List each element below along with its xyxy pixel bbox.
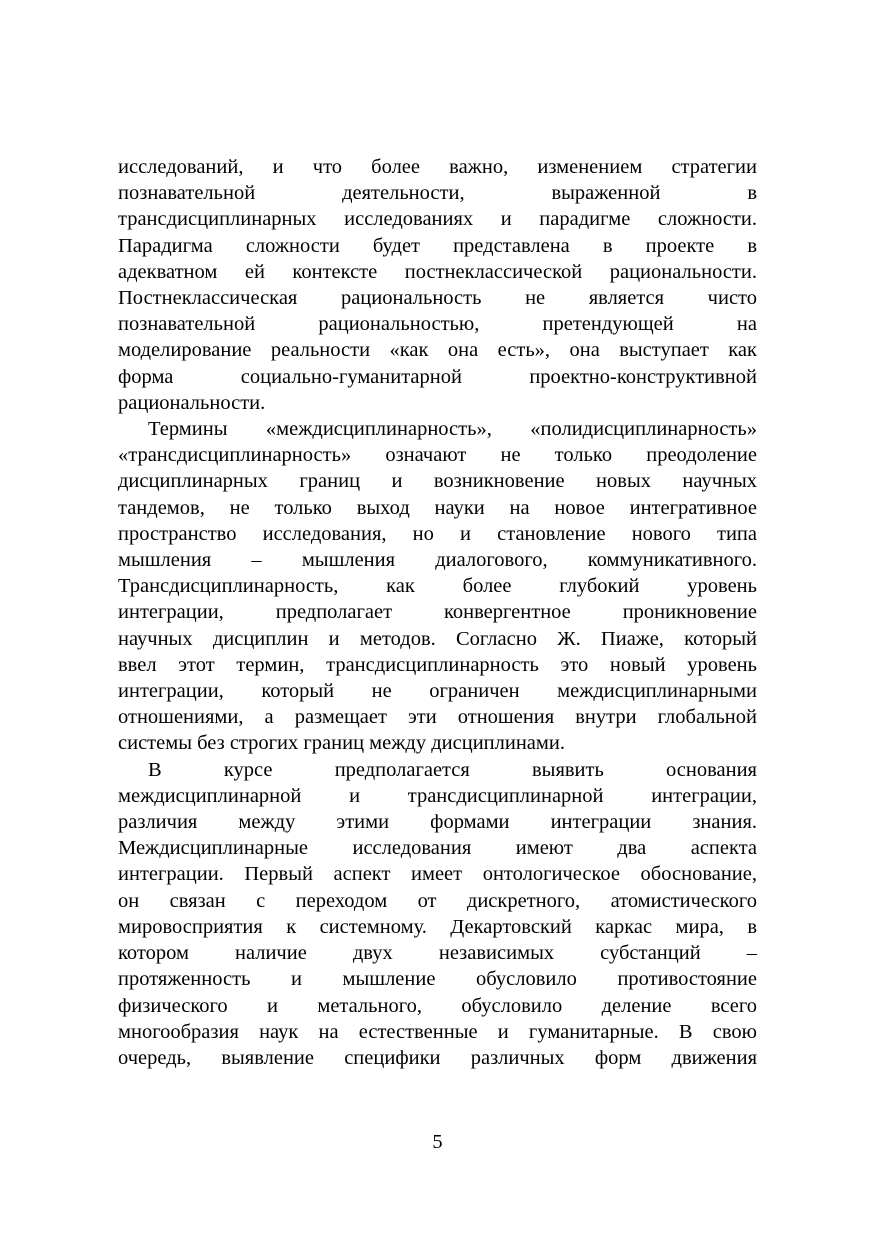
text-line: тандемов, не только выход науки на новое интегративное (118, 496, 757, 519)
text-line: дисциплинарных границ и возникновение новых научных (118, 470, 757, 493)
text-line: физического и метального, обусловило деление всего (118, 994, 757, 1017)
text-line: научных дисциплин и методов. Согласно Ж. Пиаже, который (118, 627, 757, 650)
text-line: различия между этими формами интеграции знания. (118, 811, 757, 834)
text-line: протяженность и мышление обусловило противостояние (118, 968, 757, 991)
page-number: 5 (432, 1131, 443, 1153)
text-line: В курсе предполагается выявить основания (148, 758, 757, 781)
text-line: Парадигма сложности будет представлена в проекте в (118, 234, 757, 257)
text-line: интеграции, который не ограничен междисциплинарными (118, 680, 757, 703)
text-line: многообразия наук на естественные и гуманитарные. В свою (118, 1020, 757, 1043)
text-line: Трансдисциплинарность, как более глубокий уровень (118, 575, 757, 598)
text-line: «трансдисциплинарность» означают не только преодоление (118, 444, 757, 467)
text-line: моделирование реальности «как она есть», она выступает как (118, 339, 757, 362)
text-line: адекватном ей контексте постнеклассической рациональности. (118, 260, 757, 283)
text-line: мировосприятия к системному. Декартовский каркас мира, в (118, 915, 757, 938)
text-line: Междисциплинарные исследования имеют два аспекта (118, 837, 757, 860)
text-line: интеграции. Первый аспект имеет онтологическое обоснование, (118, 863, 757, 886)
text-line: очередь, выявление специфики различных форм движения (118, 1046, 757, 1069)
text-line: познавательной рациональностью, претендующей на (118, 313, 757, 336)
text-line: пространство исследования, но и становление нового типа (118, 522, 757, 545)
text-line: ввел этот термин, трансдисциплинарность это новый уровень (118, 653, 757, 676)
text-line: Постнеклассическая рациональность не является чисто (118, 287, 757, 310)
text-line: отношениями, а размещает эти отношения внутри глобальной (118, 706, 757, 729)
text-line: котором наличие двух независимых субстанций – (118, 942, 757, 965)
text-line: Термины «междисциплинарность», «полидисциплинарность» (148, 418, 757, 441)
text-line: исследований, и что более важно, изменением стратегии (118, 156, 757, 178)
paragraph-1 (118, 154, 757, 416)
text-line: мышления – мышления диалогового, коммуникативного. (118, 549, 757, 572)
paragraph-3 (118, 757, 757, 1071)
paragraph-2 (118, 416, 757, 757)
body-text (118, 154, 757, 1071)
text-line: системы без строгих границ между дисциплинами. (118, 732, 565, 755)
text-line: он связан с переходом от дискретного, атомистического (118, 889, 757, 912)
text-line: трансдисциплинарных исследованиях и парадигме сложности. (118, 208, 757, 231)
text-line: междисциплинарной и трансдисциплинарной интеграции, (118, 784, 757, 807)
text-line: интеграции, предполагает конвергентное проникновение (118, 601, 757, 624)
text-line: познавательной деятельности, выраженной в (118, 182, 757, 205)
text-line: рациональности. (118, 391, 266, 414)
text-line: форма социально-гуманитарной проектно-конструктивной (118, 365, 757, 388)
